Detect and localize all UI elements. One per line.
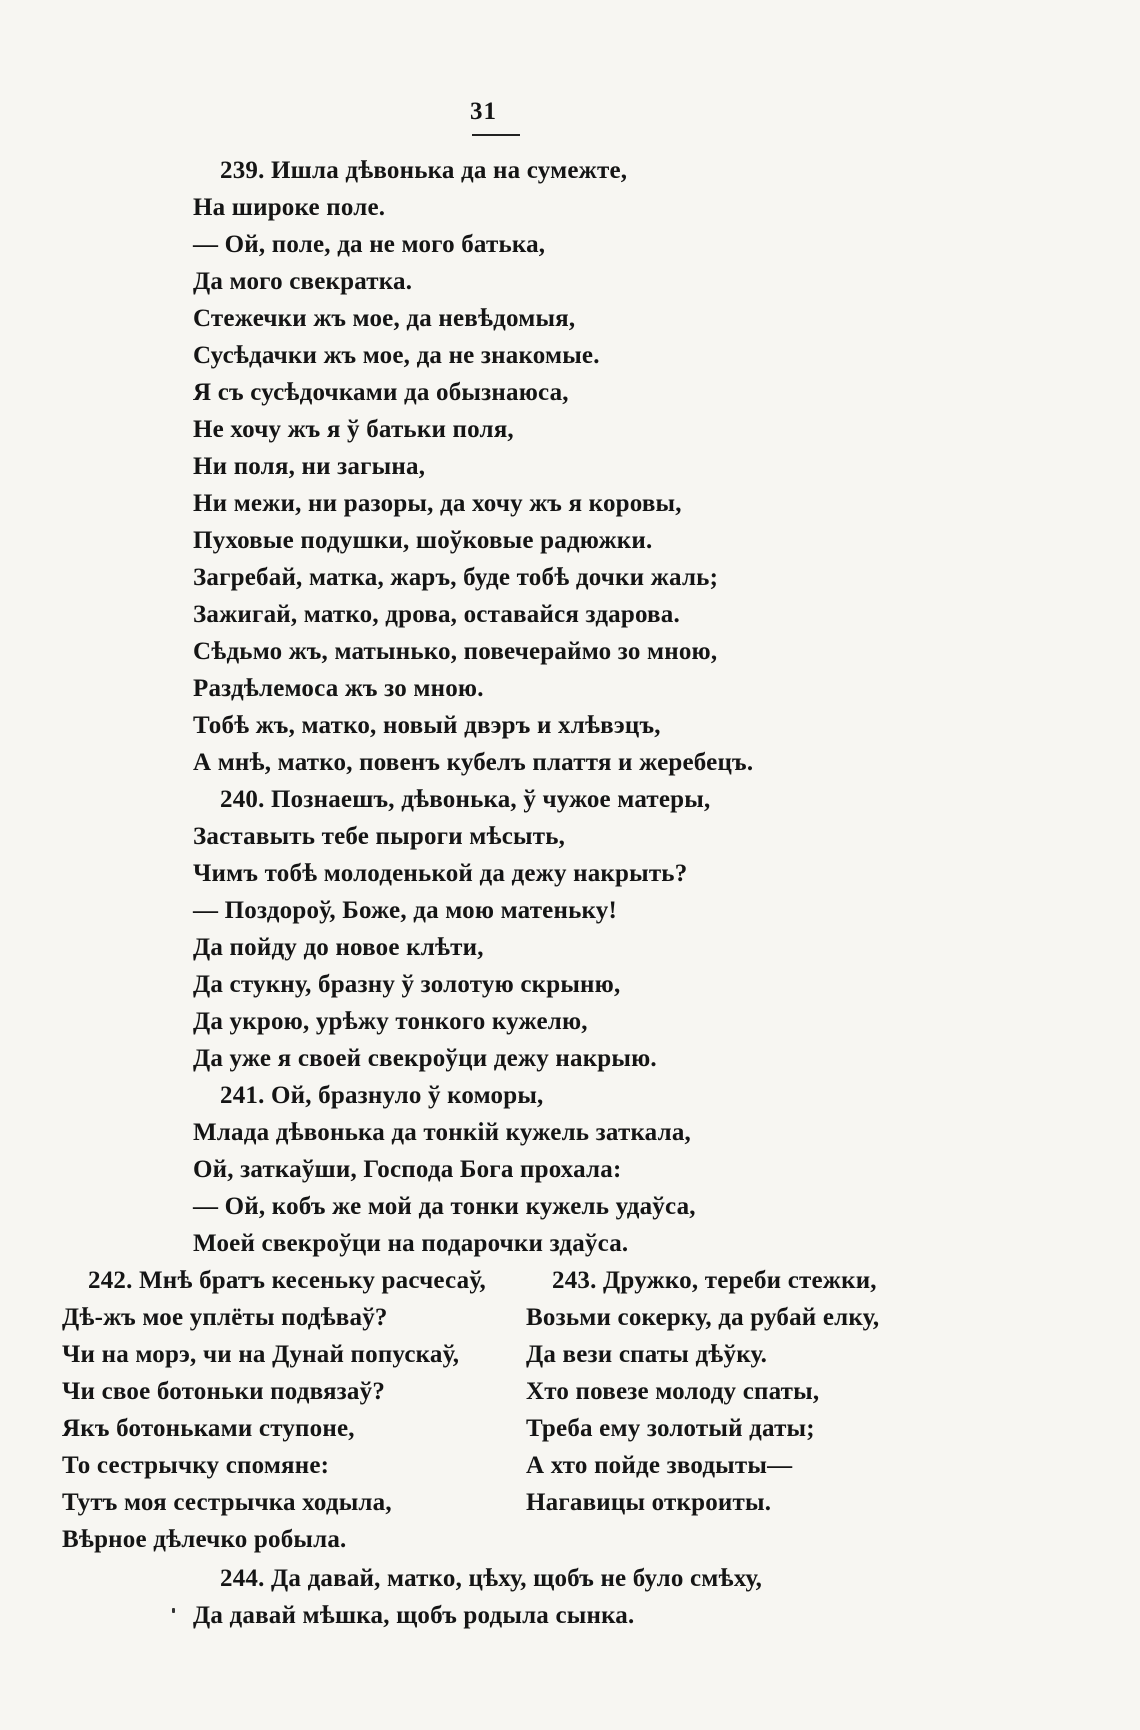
- song-243-line-6: А хто пойде зводыты—: [526, 1452, 793, 1479]
- song-239-line-11: Пуховые подушки, шоўковые радюжки.: [193, 527, 653, 554]
- song-240-line-8: Да уже я своей свекроўци дежу накрыю.: [193, 1045, 657, 1072]
- song-241-line-2: Млада дѣвонька да тонкій кужель заткала,: [193, 1119, 691, 1146]
- song-242-line-8: Вѣрное дѣлечко робыла.: [62, 1526, 347, 1553]
- song-239-line-7: Я съ сусѣдочками да обызнаюса,: [193, 379, 569, 406]
- song-242-line-3: Чи на морэ, чи на Дунай попускаў,: [62, 1341, 460, 1368]
- song-239-line-10: Ни межи, ни разоры, да хочу жъ я коровы,: [193, 490, 682, 517]
- song-239-line-13: Зажигай, матко, дрова, оставайся здарова.: [193, 601, 680, 628]
- song-239-line-17: А мнѣ, матко, повенъ кубелъ плаття и жеребецъ.: [193, 749, 754, 776]
- song-240-line-2: Заставыть тебе пыроги мѣсыть,: [193, 823, 566, 850]
- song-243-line-1: 243. Дружко, тереби стежки,: [552, 1267, 877, 1294]
- song-242-line-7: Тутъ моя сестрычка ходыла,: [62, 1489, 392, 1516]
- song-244-line-1: 244. Да давай, матко, цѣху, щобъ не було смѣху,: [220, 1565, 763, 1592]
- song-240-line-7: Да укрою, урѣжу тонкого кужелю,: [193, 1008, 588, 1035]
- song-243-line-4: Хто повезе молоду спаты,: [526, 1378, 820, 1405]
- song-239-line-6: Сусѣдачки жъ мое, да не знакомые.: [193, 342, 600, 369]
- song-241-line-4: — Ой, кобъ же мой да тонки кужель удаўса,: [193, 1193, 696, 1220]
- song-239-line-2: На широке поле.: [193, 194, 386, 221]
- song-239-line-14: Сѣдьмо жъ, матынько, повечераймо зо мною,: [193, 638, 718, 665]
- song-243-line-5: Треба ему золотый даты;: [526, 1415, 815, 1442]
- song-240-line-3: Чимъ тобѣ молоденькой да дежу накрыть?: [193, 860, 688, 887]
- song-244-line-2: Да давай мѣшка, щобъ родыла сынка.: [193, 1602, 635, 1629]
- song-243-line-3: Да вези спаты дѣўку.: [526, 1341, 768, 1368]
- song-number: 240.: [220, 786, 265, 813]
- song-number: 241.: [220, 1082, 265, 1109]
- page-number: 31: [470, 98, 497, 125]
- song-number: 243.: [552, 1267, 597, 1294]
- song-239-line-3: — Ой, поле, да не мого батька,: [193, 231, 546, 258]
- song-239-line-12: Загребай, матка, жаръ, буде тобѣ дочки жаль;: [193, 564, 719, 591]
- song-241-line-5: Моей свекроўци на подарочки здаўса.: [193, 1230, 629, 1257]
- song-239-line-4: Да мого свекратка.: [193, 268, 413, 295]
- song-number: 244.: [220, 1565, 265, 1592]
- song-240-line-4: — Поздороў, Боже, да мою матеньку!: [193, 897, 617, 924]
- song-242-line-5: Якъ ботоньками ступоне,: [62, 1415, 355, 1442]
- song-239-line-5: Стежечки жъ мое, да невѣдомыя,: [193, 305, 576, 332]
- song-239-line-16: Тобѣ жъ, матко, новый двэръ и хлѣвэцъ,: [193, 712, 661, 739]
- song-239-line-9: Ни поля, ни загына,: [193, 453, 426, 480]
- song-240-line-6: Да стукну, бразну ў золотую скрыню,: [193, 971, 621, 998]
- ink-speck: [172, 1608, 175, 1613]
- song-239-line-1: 239. Ишла дѣвонька да на сумежте,: [220, 157, 628, 184]
- song-243-line-2: Возьми сокерку, да рубай елку,: [526, 1304, 880, 1331]
- song-242-line-1: 242. Мнѣ братъ кесеньку расчесаў,: [88, 1267, 486, 1294]
- song-239-line-15: Раздѣлемоса жъ зо мною.: [193, 675, 484, 702]
- song-239-line-8: Не хочу жъ я ў батьки поля,: [193, 416, 514, 443]
- song-242-line-2: Дѣ-жъ мое уплёты подѣваў?: [62, 1304, 388, 1331]
- song-243-line-7: Нагавицы откроиты.: [526, 1489, 772, 1516]
- song-240-line-1: 240. Познаешъ, дѣвонька, ў чужое матеры,: [220, 786, 711, 813]
- song-240-line-5: Да пойду до новое клѣти,: [193, 934, 484, 961]
- song-number: 239.: [220, 157, 265, 184]
- song-242-line-6: То сестрычку спомяне:: [62, 1452, 330, 1479]
- song-241-line-1: 241. Ой, бразнуло ў коморы,: [220, 1082, 544, 1109]
- song-242-line-4: Чи свое ботоньки подвязаў?: [62, 1378, 386, 1405]
- song-241-line-3: Ой, заткаўши, Господа Бога прохала:: [193, 1156, 622, 1183]
- page-number-rule: [472, 134, 520, 136]
- song-number: 242.: [88, 1267, 133, 1294]
